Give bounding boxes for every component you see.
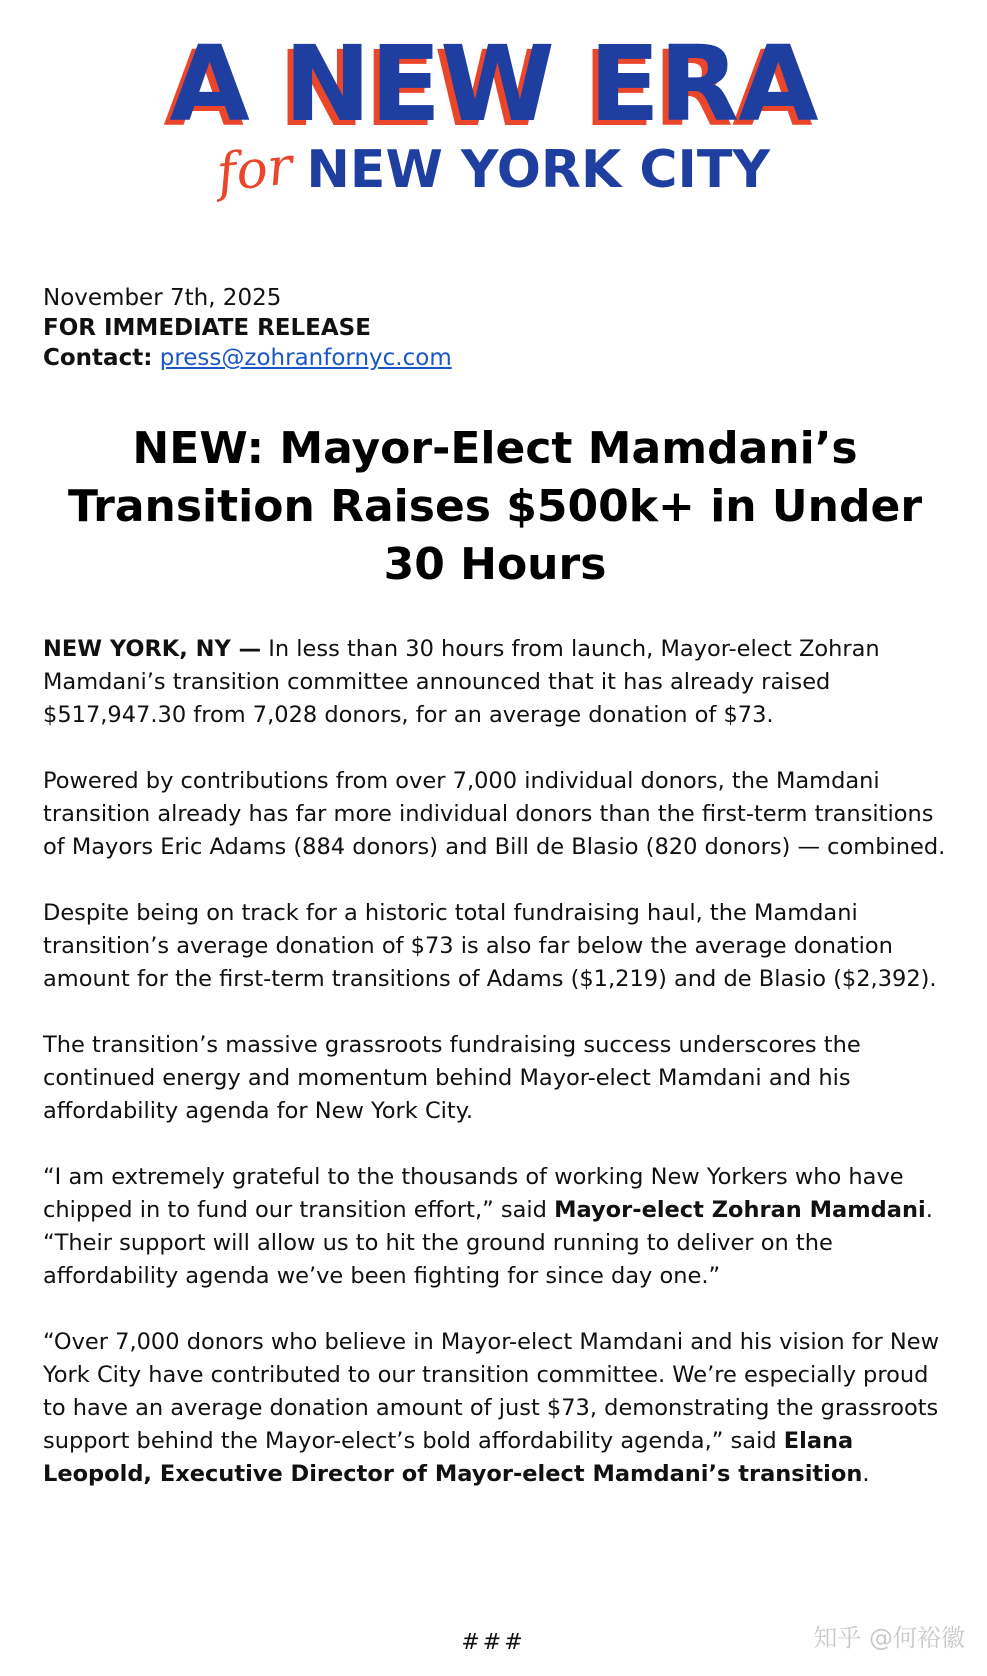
quote-2-end: . bbox=[862, 1461, 870, 1487]
logo bbox=[0, 23, 987, 145]
quote-1-text: “I am extremely grateful to the thousands of working New Yorkers who have chipped in to fund our transition effort,” said bbox=[43, 1164, 904, 1223]
paragraph-3: Despite being on track for a historic total fundraising haul, the Mamdani transition’s average donation of $73 is also far below the average donation amount for the first-term transitions of Adams ($1,219) and de Blasio ($2,392). bbox=[43, 900, 937, 992]
quote-1-text-cont: . “Their support will allow us to hit the ground running to deliver on the affordability agenda we’ve been fighting for since day one.” bbox=[43, 1197, 933, 1289]
paragraph-5 bbox=[43, 1161, 953, 1293]
watermark: 知乎 @何裕徽 bbox=[813, 1624, 965, 1652]
paragraph-4: The transition’s massive grassroots fundraising success underscores the continued energy and momentum behind Mayor-elect Mamdani and his affordability agenda for New York City. bbox=[43, 1032, 861, 1124]
paragraph-1 bbox=[43, 633, 953, 732]
paragraph-2: Powered by contributions from over 7,000 individual donors, the Mamdani transition already has far more individual donors than the first-term transitions of Mayors Eric Adams (884 donors) and Bill de Blasio (820 donors) — combined. bbox=[43, 768, 946, 860]
dateline: NEW YORK, NY — bbox=[43, 636, 262, 662]
press-headline: NEW: Mayor-Elect Mamdani’s Transition Raises $500k+ in Under 30 Hours bbox=[67, 423, 923, 590]
contact-email-link[interactable]: press@zohranfornyc.com bbox=[159, 345, 452, 371]
release-meta bbox=[43, 283, 452, 373]
paragraph-6 bbox=[43, 1326, 953, 1491]
quote-1-speaker: Mayor-elect Zohran Mamdani bbox=[554, 1197, 926, 1223]
logo-subtitle bbox=[0, 136, 987, 204]
contact-label: Contact: bbox=[43, 345, 153, 371]
logo-title: A NEW ERA bbox=[169, 23, 818, 145]
contact-line bbox=[43, 343, 452, 373]
logo-for-script: for bbox=[214, 136, 296, 204]
quote-2-speaker: Elana Leopold, Executive Director of Mayor-elect Mamdani’s transition bbox=[43, 1428, 863, 1487]
release-date: November 7th, 2025 bbox=[43, 285, 282, 311]
end-marker: ### bbox=[461, 1630, 526, 1655]
press-body bbox=[43, 633, 953, 1524]
logo-city: NEW YORK CITY bbox=[306, 140, 770, 200]
release-status: FOR IMMEDIATE RELEASE bbox=[43, 315, 371, 341]
quote-2-text: “Over 7,000 donors who believe in Mayor-elect Mamdani and his vision for New York City have contributed to our transition committee. We’re especially proud to have an average donation amount of just $73, demonstrating the grassroots support behind the Mayor-elect’s bold affordability agenda,” said bbox=[43, 1329, 940, 1454]
paragraph-1-text: In less than 30 hours from launch, Mayor-elect Zohran Mamdani’s transition committee announced that it has already raised $517,947.30 from 7,028 donors, for an average donation of $73. bbox=[43, 636, 880, 728]
